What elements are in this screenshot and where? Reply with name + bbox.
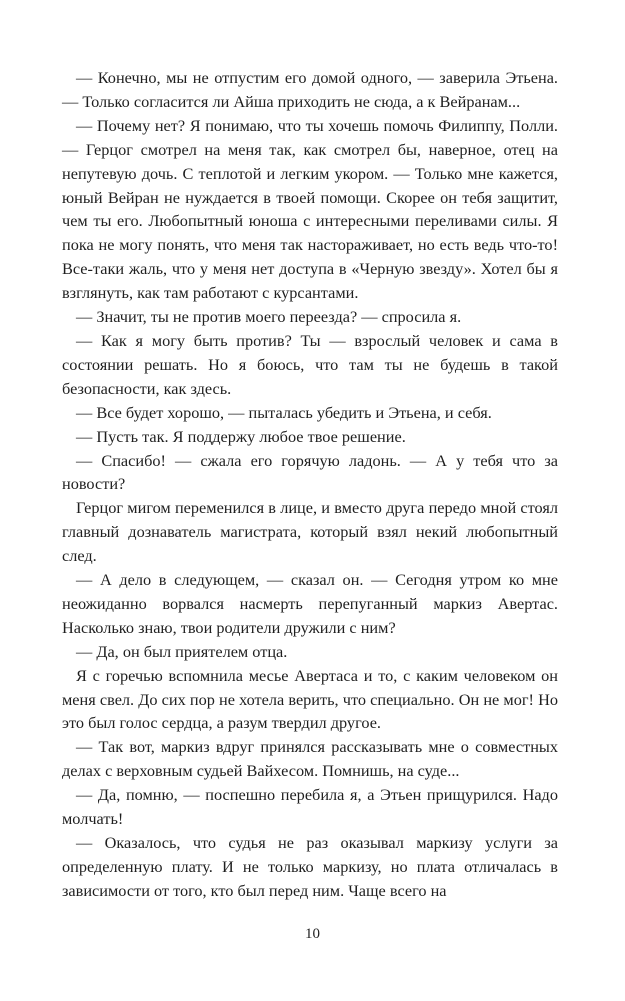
paragraph: — Все будет хорошо, — пыталась убедить и Этьена, и себя. [76, 402, 492, 422]
paragraph: — Пусть так. Я поддержу любое твое решение. [76, 426, 406, 446]
paragraph: — Спасибо! — сжала его горячую ладонь. — А у тебя что за новости? [62, 450, 558, 494]
paragraph: — Да, помню, — поспешно перебила я, а Этьен прищурился. Надо молчать! [62, 785, 558, 829]
paragraph: — Да, он был приятелем отца. [76, 641, 288, 661]
paragraph: — Значит, ты не против моего переезда? — спросила я. [76, 307, 462, 327]
paragraph: — Так вот, маркиз вдруг принялся рассказывать мне о совместных делах с верховным судьей Вайхесом. Помнишь, на суде... [62, 737, 558, 781]
page-text [62, 66, 558, 903]
paragraph: Я с горечью вспомнила месье Авертаса и то, с каким человеком он меня свел. До сих пор не хотела верить, что специально. Он не мог! Но это был голос сердца, а разум твердил другое. [62, 665, 558, 733]
paragraph: — Почему нет? Я понимаю, что ты хочешь помочь Филиппу, Полли. — Герцог смотрел на меня так, как смотрел бы, наверное, отец на непутевую дочь. С теплотой и легким укором. — Только мне кажется, юный Вейран не нуждается в твоей помощи. Скорее он тебя защитит, чем ты его. Любопытный юноша с интересными переливами силы. Я пока не могу понять, что меня так настораживает, но есть ведь что-то! Все-таки жаль, что у меня нет доступа в «Черную звезду». Хотел бы я взглянуть, как там работают с курсантами. [62, 115, 558, 303]
paragraph: — Оказалось, что судья не раз оказывал маркизу услуги за определенную плату. И не только маркизу, но плата отличалась в зависимости от того, кто был перед ним. Чаще всего на [62, 833, 558, 900]
page-number: 10 [305, 926, 320, 942]
paragraph: — Конечно, мы не отпустим его домой одного, — заверила Этьена. — Только согласится ли Айша приходить не сюда, а к Вейранам... [62, 68, 558, 111]
paragraph: Герцог мигом переменился в лице, и вместо друга передо мной стоял главный дознаватель магистрата, который взял некий любопытный след. [62, 498, 558, 566]
paragraph: — А дело в следующем, — сказал он. — Сегодня утром ко мне неожиданно ворвался насмерть перепуганный маркиз Авертас. Насколько знаю, твои родители дружили с ним? [62, 570, 558, 637]
paragraph: — Как я могу быть против? Ты — взрослый человек и сама в состоянии решать. Но я боюсь, что там ты не будешь в такой безопасности, как здесь. [62, 330, 558, 398]
